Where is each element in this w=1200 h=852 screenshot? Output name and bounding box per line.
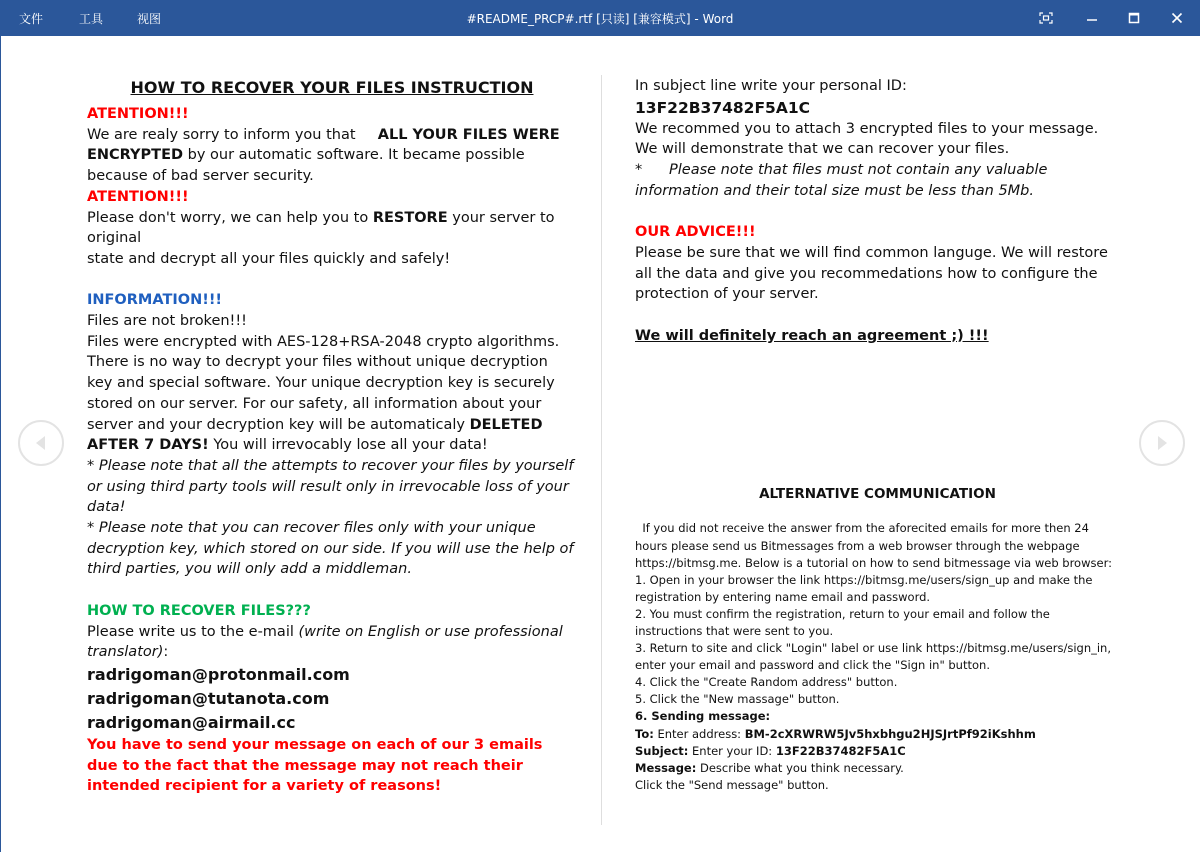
text-enter-address: Enter address: [657, 726, 742, 741]
alternative-communication-heading: ALTERNATIVE COMMUNICATION [759, 486, 996, 503]
bitmessage-address: BM-2cXRWRW5Jv5hxbhgu2HJSJrtPf92iKshhm [744, 726, 1036, 741]
maximize-icon [1128, 12, 1140, 24]
subject-id: 13F22B37482F5A1C [775, 743, 906, 758]
window-title: #README_PRCP#.rtf [只读] [兼容模式] - Word [466, 12, 734, 26]
right-column [635, 76, 1120, 794]
step-1: 1. Open in your browser the link https://bitmsg.me/users/sign_up and make the registration by entering name email and password. [635, 572, 1093, 604]
previous-page-button[interactable] [18, 420, 64, 466]
step-6: 6. Sending message: [635, 709, 771, 724]
step-2: 2. You must confirm the registration, return to your email and follow the instructions that were sent to you. [635, 606, 1050, 638]
instruction-heading: HOW TO RECOVER YOUR FILES INSTRUCTION [130, 78, 534, 97]
label-to: To: [635, 726, 654, 741]
paragraph-restore [87, 208, 577, 249]
left-column [87, 76, 577, 797]
note-star: * [635, 162, 643, 179]
text-alt-intro: If you did not receive the answer from the aforecited emails for more then 24 hours please send us Bitmessages from a web browser through the webpage https://bitmsg.me. Below is a tutorial on how to send bitmessage via web browser: [635, 521, 1112, 570]
text-algorithms: Files were encrypted with AES-128+RSA-2048 crypto algorithms. [87, 333, 560, 350]
text-describe: Describe what you think necessary. [699, 760, 904, 775]
text-deleted-7-days: DELETED AFTER 7 DAYS! [87, 416, 543, 454]
previous-arrow-icon [33, 434, 49, 452]
text-not-broken: Files are not broken!!! [87, 313, 247, 330]
text-bad-security: by our automatic software. It became possible because of bad server security. [87, 147, 525, 185]
text-lose-data: You will irrevocably lose all your data! [213, 437, 488, 454]
text-attach-files: We recommed you to attach 3 encrypted files to your message. We will demonstrate that we can recover your files. [635, 120, 1099, 158]
note-middleman: * Please note that you can recover files only with your unique decryption key, which stored on our side. If you will use the help of third parties, you will only add a middleman. [87, 520, 574, 578]
minimize-icon [1086, 12, 1098, 24]
alt-instructions [635, 520, 1120, 794]
label-subject: Subject: [635, 743, 689, 758]
step-4: 4. Click the "Create Random address" button. [635, 675, 898, 690]
text-subject-line: In subject line write your personal ID: [635, 78, 907, 94]
text-english-translator: (write on English or use professional translator) [87, 623, 563, 661]
menu-view[interactable]: 视图 [137, 12, 162, 26]
note-recover-yourself: * Please note that all the attempts to recover your files by yourself or using third party tools will result only in irrevocable loss of your data! [87, 457, 574, 516]
text-sorry: We are realy sorry to inform you that [87, 126, 356, 143]
attention-label: ATENTION!!! [87, 106, 189, 122]
text-write-us: Please write us to the e-mail [87, 623, 294, 640]
menu-file[interactable]: 文件 [19, 12, 44, 26]
text-colon: : [163, 644, 169, 661]
step-5: 5. Click the "New massage" button. [635, 692, 840, 707]
text-restore: RESTORE [372, 209, 448, 226]
line-to [635, 726, 1120, 743]
text-server-original: your server to original [87, 209, 555, 247]
paragraph-encrypted [87, 125, 577, 187]
line-message [635, 760, 1120, 777]
text-enter-id: Enter your ID: [692, 743, 773, 758]
email-protonmail: radrigoman@protonmail.com [87, 664, 350, 684]
close-button[interactable] [1154, 0, 1200, 36]
column-divider [601, 75, 602, 825]
recover-files-label: HOW TO RECOVER FILES??? [87, 602, 311, 619]
focus-mode-icon [1039, 12, 1053, 24]
next-page-button[interactable] [1139, 420, 1185, 466]
minimize-button[interactable] [1069, 0, 1115, 36]
close-icon [1171, 12, 1183, 24]
text-agreement: We will definitely reach an agreement ;) !!! [635, 327, 989, 344]
text-note-size: Please note that files must not contain any valuable information and their total size must be less than 5Mb. [635, 162, 1048, 199]
line-subject [635, 743, 1120, 760]
maximize-button[interactable] [1111, 0, 1157, 36]
note-file-size [635, 160, 1120, 201]
menu-tools[interactable]: 工具 [79, 12, 104, 26]
personal-id: 13F22B37482F5A1C [635, 98, 810, 117]
warning-send-all: You have to send your message on each of our 3 emails due to the fact that the message may not reach their intended recipient for a variety of reasons! [87, 736, 543, 795]
text-final-step: Click the "Send message" button. [635, 777, 829, 792]
text-state-decrypt: state and decrypt all your files quickly and safely! [87, 250, 451, 267]
paragraph-decryption-key [87, 352, 577, 456]
paragraph-write-us [87, 622, 577, 663]
text-dont-worry: Please don't worry, we can help you to [87, 209, 369, 226]
text-files-encrypted: ALL YOUR FILES WERE ENCRYPTED [87, 126, 560, 164]
focus-mode-button[interactable] [1023, 0, 1069, 36]
text-key-info: There is no way to decrypt your files without unique decryption key and special software. Your unique decryption key is securely stored on our server. For our safety, all information about your server and your decryption key will be automaticaly [87, 354, 555, 433]
title-bar [0, 0, 1200, 36]
email-airmail: radrigoman@airmail.cc [87, 712, 296, 732]
advice-label: OUR ADVICE!!! [635, 224, 756, 241]
label-message: Message: [635, 760, 697, 775]
text-advice: Please be sure that we will find common languge. We will restore all the data and give you recommedations how to configure the protection of your server. [635, 244, 1108, 303]
information-label: INFORMATION!!! [87, 292, 223, 309]
step-3: 3. Return to site and click "Login" label or use link https://bitmsg.me/users/sign_in, enter your email and password and click the "Sign in" button. [635, 641, 1112, 673]
email-tutanota: radrigoman@tutanota.com [87, 688, 330, 708]
next-arrow-icon [1154, 434, 1170, 452]
attention-label-2: ATENTION!!! [87, 188, 189, 205]
